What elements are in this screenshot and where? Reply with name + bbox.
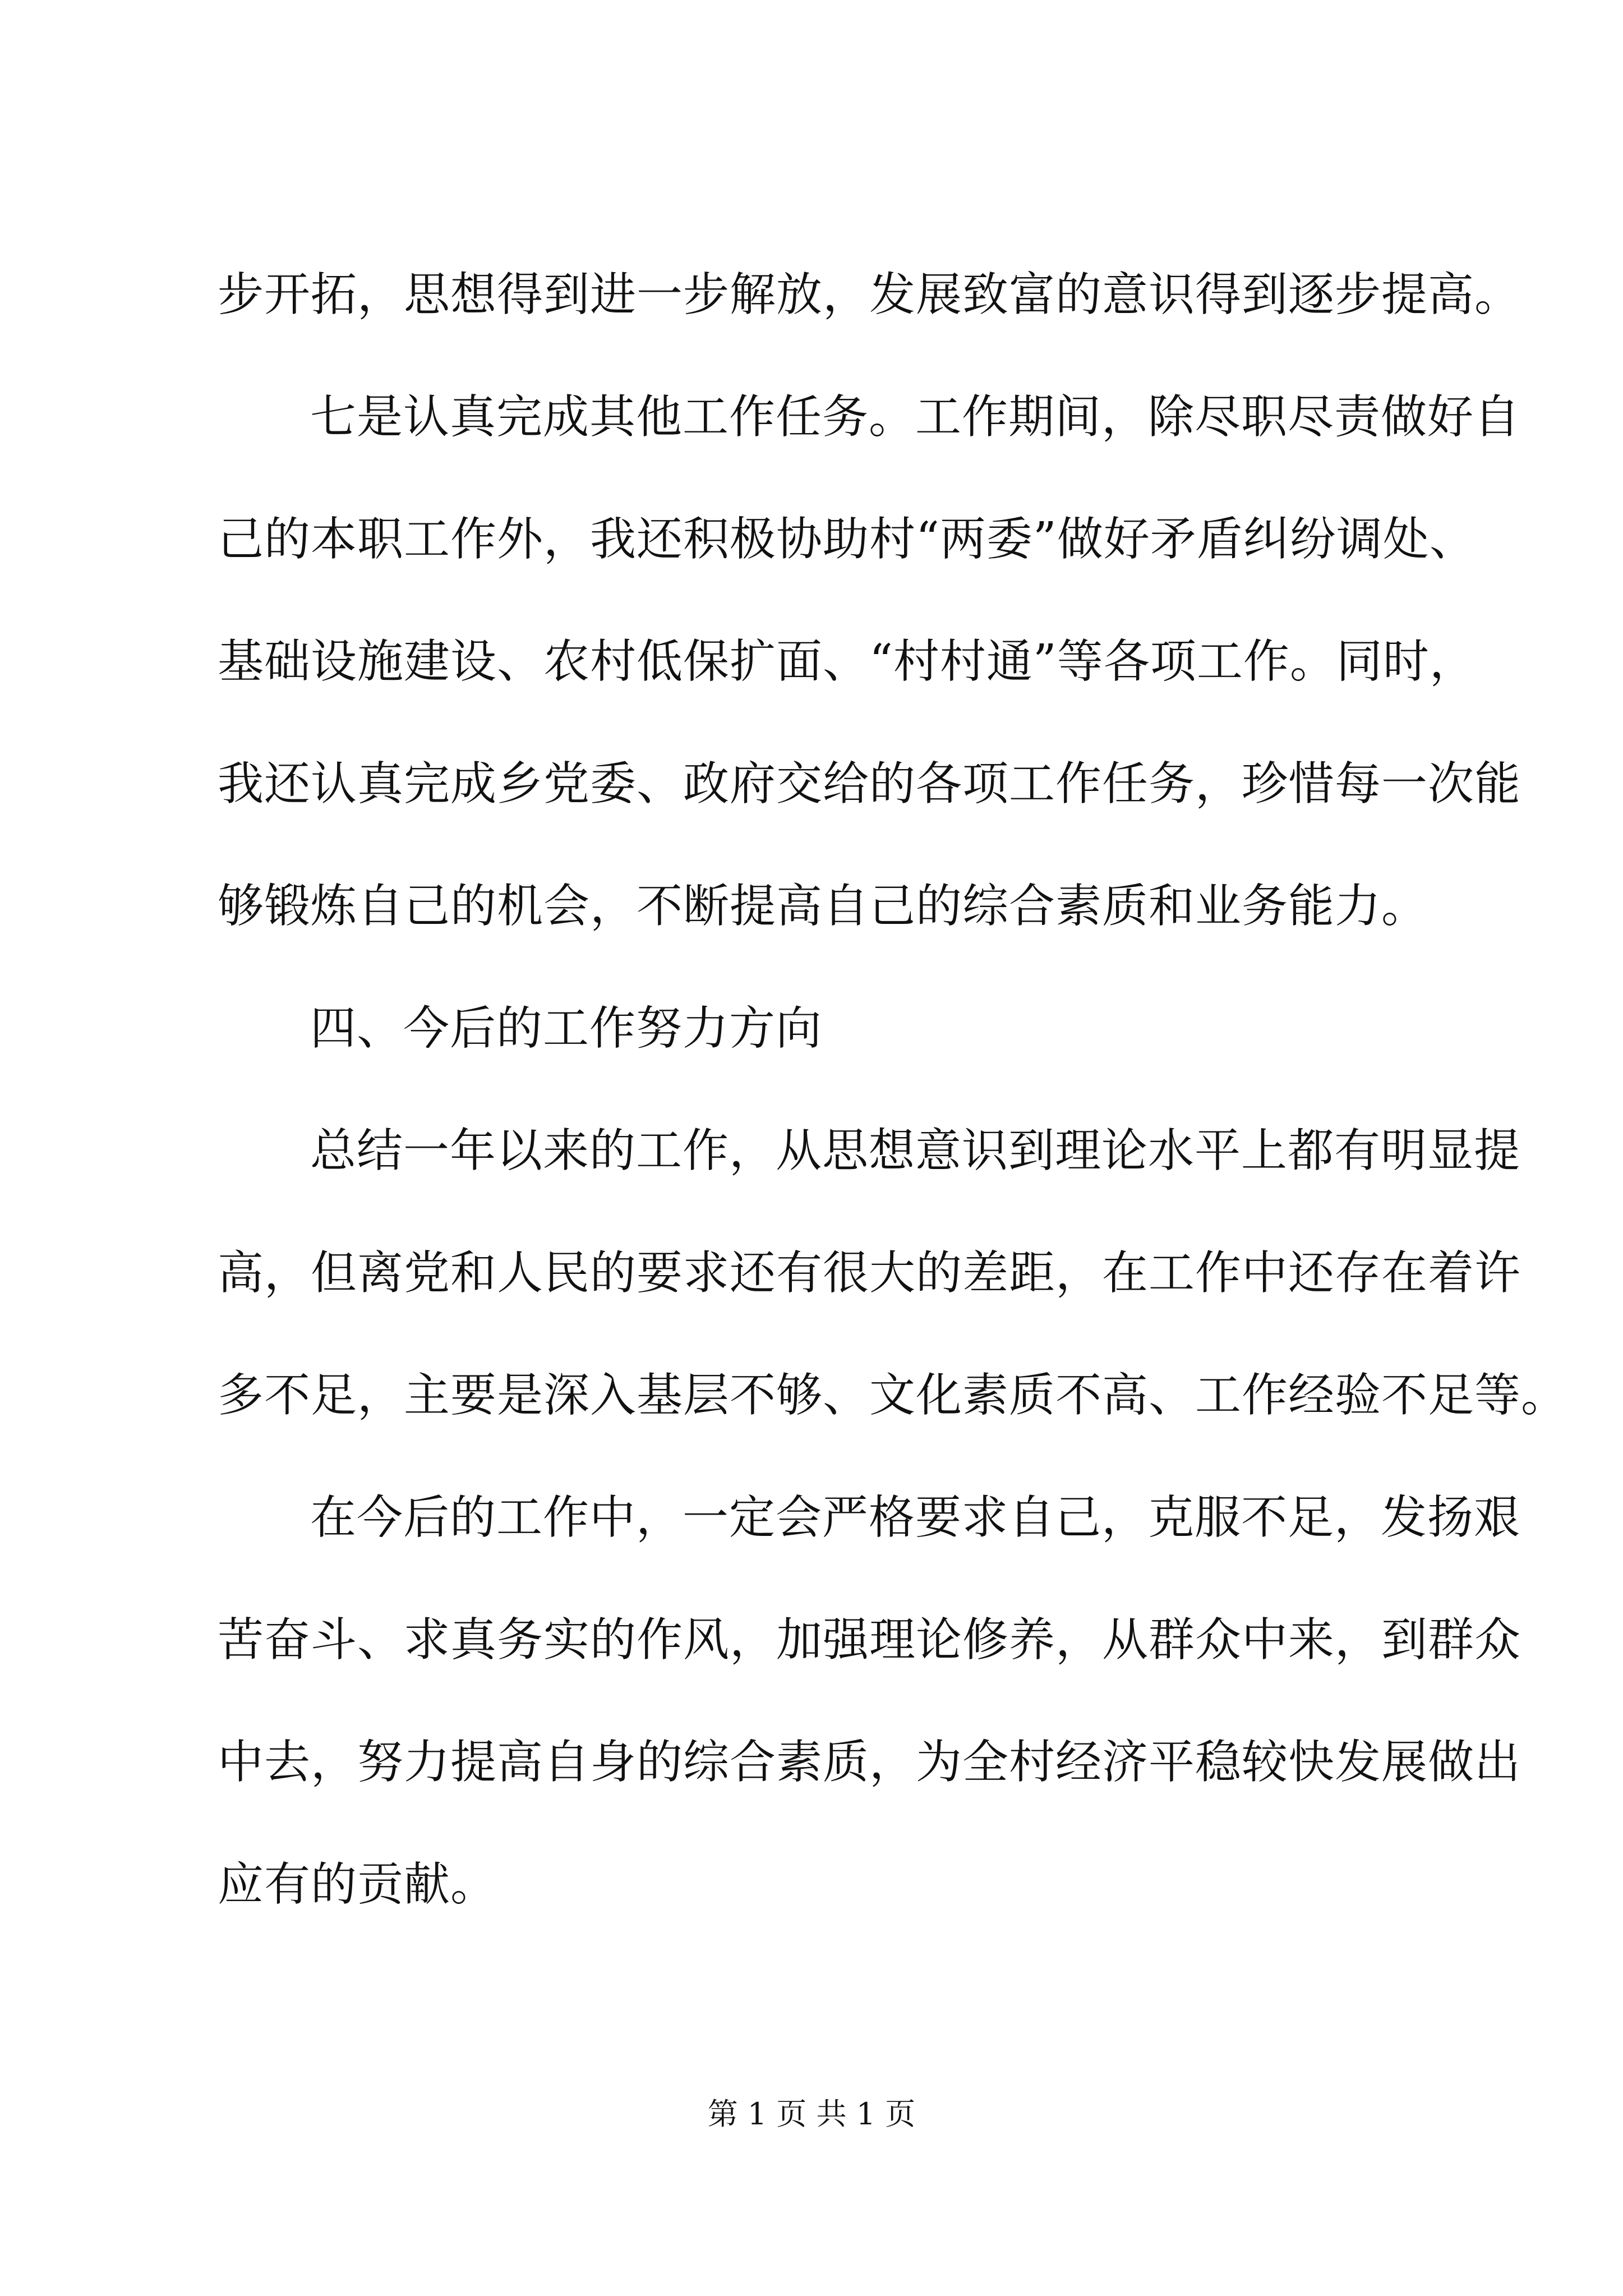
text-line: 己的本职工作外，我还积极协助村“两委”做好矛盾纠纷调处、: [218, 513, 1476, 566]
text-line: 我还认真完成乡党委、政府交给的各项工作任务，珍惜每一次能: [218, 757, 1521, 811]
section-heading: 四、今后的工作努力方向: [310, 1002, 823, 1055]
text-line: 苦奋斗、求真务实的作风，加强理论修养，从群众中来，到群众: [218, 1613, 1521, 1667]
text-line: 中去，努力提高自身的综合素质，为全村经济平稳较快发展做出: [218, 1736, 1521, 1789]
text-line: 基础设施建设、农村低保扩面、“村村通”等各项工作。同时，: [218, 635, 1476, 688]
text-line: 七是认真完成其他工作任务。工作期间，除尽职尽责做好自: [310, 390, 1521, 444]
text-line: 在今后的工作中，一定会严格要求自己，克服不足，发扬艰: [310, 1491, 1521, 1544]
text-line: 步开拓，思想得到进一步解放，发展致富的意识得到逐步提高。: [218, 268, 1521, 321]
document-body: [218, 265, 1568, 1977]
text-line: 多不足，主要是深入基层不够、文化素质不高、工作经验不足等。: [218, 1369, 1568, 1422]
text-line: 够锻炼自己的机会，不断提高自己的综合素质和业务能力。: [218, 880, 1428, 933]
page-footer: 第 1 页 共 1 页: [707, 2096, 916, 2132]
text-line: 高，但离党和人民的要求还有很大的差距，在工作中还存在着许: [218, 1246, 1521, 1300]
text-line: 总结一年以来的工作，从思想意识到理论水平上都有明显提: [310, 1124, 1521, 1177]
text-line: 应有的贡献。: [218, 1858, 497, 1911]
